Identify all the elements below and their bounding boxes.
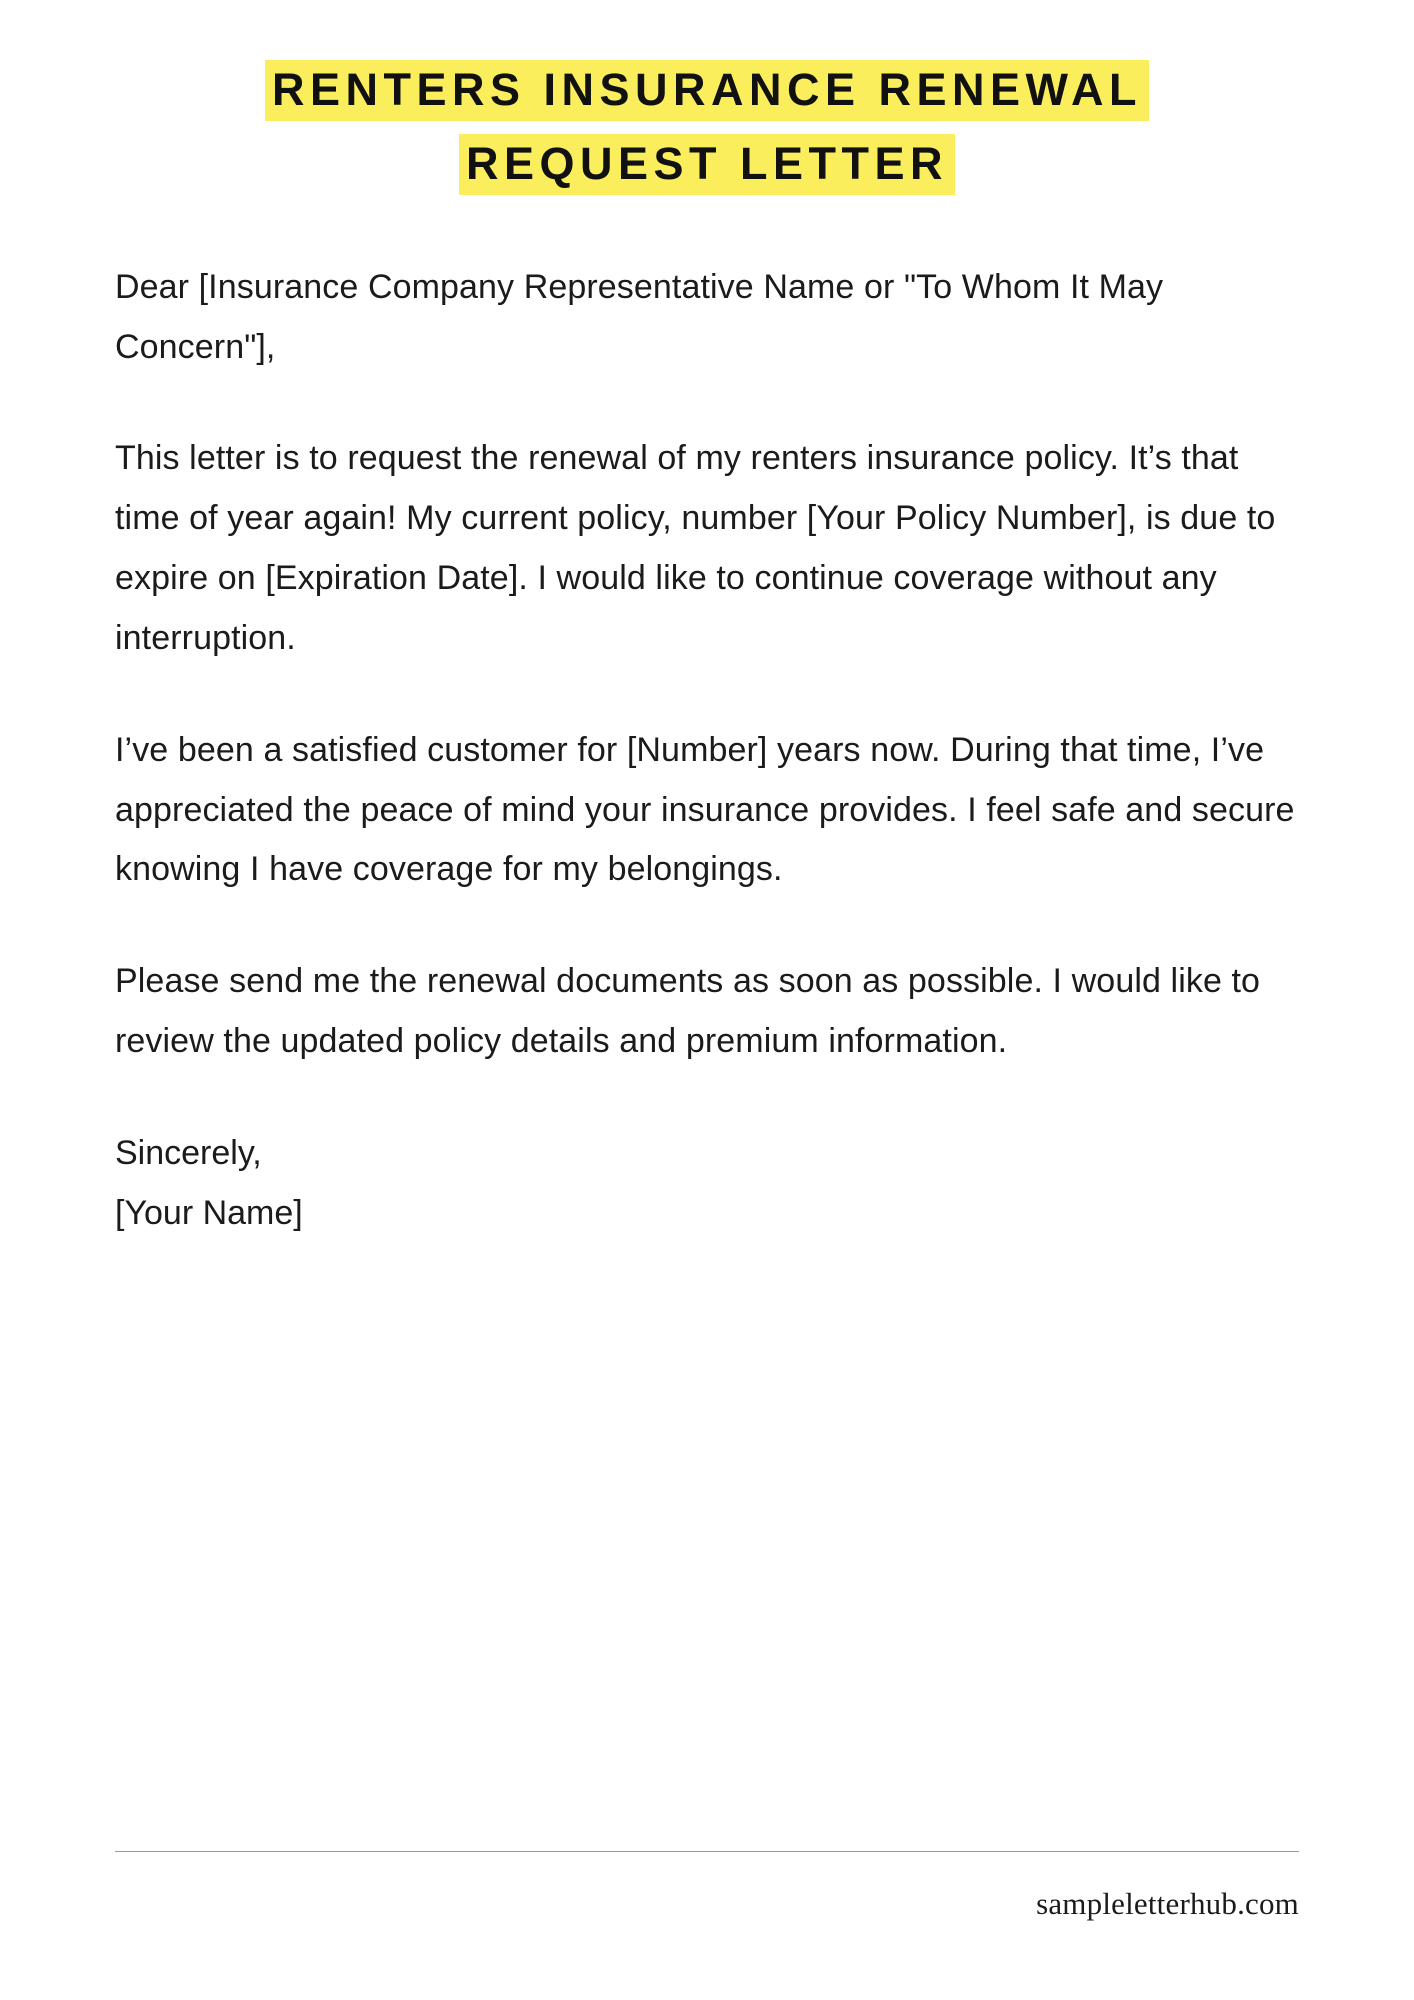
footer-site-label: sampleletterhub.com: [1036, 1886, 1299, 1921]
signature-block: [115, 1124, 1299, 1244]
footer-divider: [115, 1851, 1299, 1852]
title-line-1: [115, 58, 1299, 122]
letter-body: [115, 258, 1299, 1244]
title-line-2: [115, 132, 1299, 196]
paragraph-1: This letter is to request the renewal of my renters insurance policy. It’s that time of year again! My current policy, number [Your Policy Number], is due to expire on [Expiration Date]. I would like to continue coverage without any interruption.: [115, 439, 1276, 657]
paragraph-3: Please send me the renewal documents as soon as possible. I would like to review the updated policy details and premium information.: [115, 962, 1261, 1061]
page-footer: [115, 1851, 1299, 1922]
closing-line: Sincerely,: [115, 1133, 262, 1172]
title-line-2-text: REQUEST LETTER: [459, 134, 955, 195]
salutation: Dear [Insurance Company Representative Name or "To Whom It May Concern"],: [115, 267, 1164, 366]
signature-name: [Your Name]: [115, 1193, 303, 1232]
paragraph-2: I’ve been a satisfied customer for [Number] years now. During that time, I’ve appreciated the peace of mind your insurance provides. I feel safe and secure knowing I have coverage for my belongings.: [115, 730, 1295, 889]
page-title: [115, 0, 1299, 196]
title-line-1-text: RENTERS INSURANCE RENEWAL: [265, 60, 1149, 121]
